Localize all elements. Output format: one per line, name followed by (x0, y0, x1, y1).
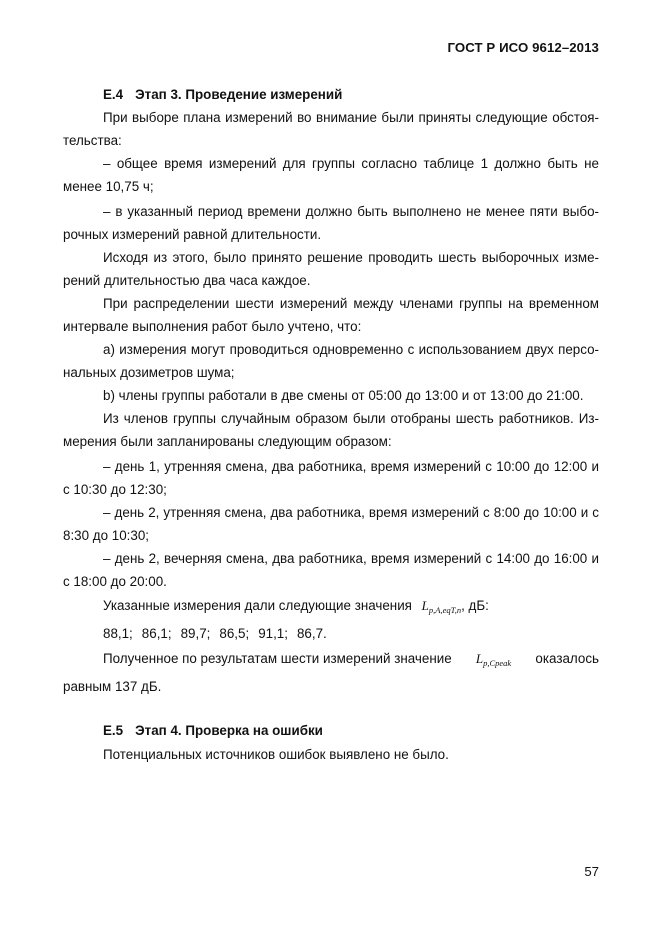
paragraph-line: Из членов группы случайным образом были отобраны шесть работников. Из- (103, 411, 599, 426)
list-item: – день 1, утренняя смена, два работника, время измерений с 10:00 до 12:00 и (103, 459, 599, 474)
list-item: – в указанный период времени должно быть выполнено не менее пяти выбо- (103, 204, 599, 219)
list-item: – общее время измерений для группы согласно таблице 1 должно быть не (103, 156, 599, 171)
result-line (103, 651, 599, 668)
symbol-lp-a-eqt-n (422, 598, 461, 613)
result-text-end: оказалось (535, 651, 599, 666)
measurement-value: 86,5; (219, 626, 250, 641)
paragraph-line: При распределении шести измерений между членами группы на временном (103, 296, 599, 311)
section-title: Этап 4. Проверка на ошибки (135, 723, 323, 738)
symbol-letter: L (475, 651, 484, 666)
result-text: Полученное по результатам шести измерений значение (103, 651, 452, 666)
values-intro (103, 598, 489, 615)
list-item-continuation: с 18:00 до 20:00. (63, 574, 167, 589)
symbol-subscript: p,A,eqT,n (428, 605, 462, 615)
paragraph-line: тельства: (63, 133, 122, 148)
symbol-lp-cpeak (476, 651, 511, 668)
values-intro-unit: , дБ: (461, 598, 489, 613)
list-item-continuation: 8:30 до 10:30; (63, 528, 149, 543)
measurement-value: 89,7; (180, 626, 211, 641)
list-item: b) члены группы работали в две смены от 05:00 до 13:00 и от 13:00 до 21:00. (103, 388, 584, 403)
values-intro-text: Указанные измерения дали следующие значения (103, 598, 412, 613)
paragraph-line: интервале выполнения работ было учтено, что: (63, 319, 362, 334)
paragraph-line: Исходя из этого, было принято решение проводить шесть выборочных изме- (103, 250, 599, 265)
measurement-value: 88,1; (103, 626, 133, 641)
document-header: ГОСТ Р ИСО 9612–2013 (447, 40, 599, 55)
section-e5-heading (103, 723, 323, 738)
paragraph-line: При выборе плана измерений во внимание были приняты следующие обстоя- (103, 110, 599, 125)
measurement-value: 86,1; (141, 626, 172, 641)
section-number: E.4 (103, 87, 124, 102)
paragraph-line: мерения были запланированы следующим образом: (63, 434, 392, 449)
list-item-continuation: рочных измерений равной длительности. (63, 227, 322, 242)
section-title: Этап 3. Проведение измерений (135, 87, 343, 102)
result-line-2: равным 137 дБ. (63, 679, 162, 694)
symbol-subscript: p,Cpeak (483, 658, 512, 668)
measurement-values (103, 626, 336, 641)
section-number: E.5 (103, 723, 124, 738)
measurement-value: 91,1; (258, 626, 288, 641)
paragraph-line: Потенциальных источников ошибок выявлено не было. (103, 747, 449, 762)
list-item-continuation: с 10:30 до 12:30; (63, 482, 167, 497)
paragraph-line: рений длительностью два часа каждое. (63, 273, 311, 288)
section-e4-heading (103, 87, 342, 102)
page-number: 57 (584, 864, 599, 879)
list-item-continuation: нальных дозиметров шума; (63, 365, 235, 380)
list-item: а) измерения могут проводиться одновременно с использованием двух персо- (103, 342, 599, 357)
measurement-value: 86,7. (296, 626, 327, 641)
symbol-letter: L (421, 598, 429, 613)
list-item: – день 2, вечерняя смена, два работника, время измерений с 14:00 до 16:00 и (103, 551, 599, 566)
list-item: – день 2, утренняя смена, два работника, время измерений с 8:00 до 10:00 и с (103, 505, 599, 520)
list-item-continuation: менее 10,75 ч; (63, 179, 154, 194)
